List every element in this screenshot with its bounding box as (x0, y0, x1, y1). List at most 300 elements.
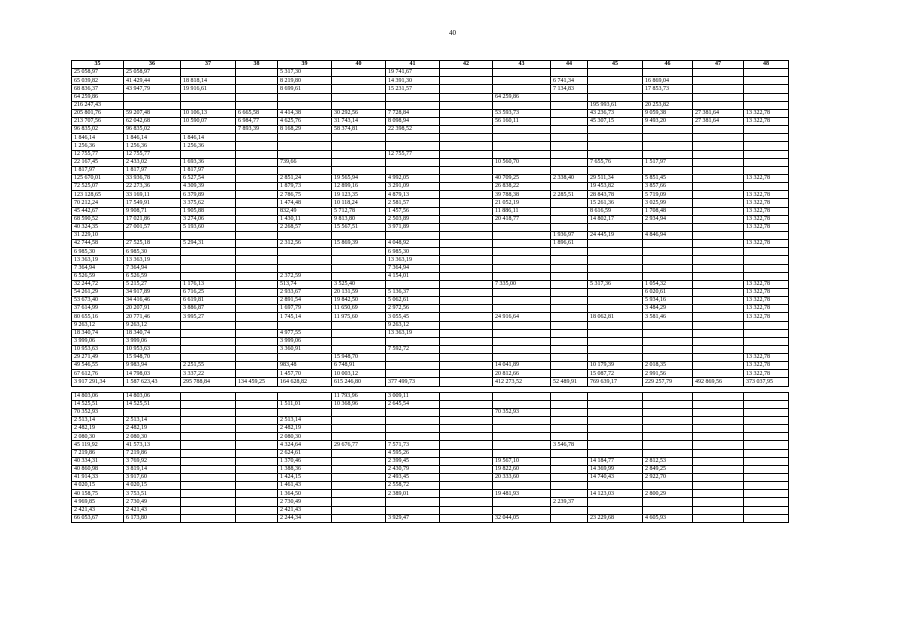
table-cell: 66 053,67 (72, 514, 124, 522)
table-cell (643, 256, 693, 264)
table-row (72, 482, 789, 490)
table-cell (181, 408, 236, 416)
table-cell: 59 207,48 (124, 109, 181, 117)
table-cell: 513,74 (278, 280, 332, 288)
table-cell: 1 697,79 (278, 305, 332, 313)
table-cell: 1 817,97 (72, 166, 124, 174)
table-cell (332, 498, 386, 506)
table-cell: 13 322,78 (744, 280, 789, 288)
table-cell: 52 489,91 (551, 378, 588, 386)
table-cell (588, 498, 643, 506)
table-cell: 3 995,27 (181, 313, 236, 321)
table-cell: 5 294,31 (181, 240, 236, 248)
table-cell: 14 391,30 (386, 77, 440, 85)
table-cell (551, 199, 588, 207)
table-cell (236, 457, 278, 465)
table-cell (643, 150, 693, 158)
table-cell: 3 857,66 (643, 183, 693, 191)
table-cell (744, 93, 789, 101)
table-cell (236, 433, 278, 441)
table-cell: 1 176,13 (181, 280, 236, 288)
table-cell (693, 337, 744, 345)
table-cell: 4 846,94 (643, 231, 693, 239)
table-cell (693, 256, 744, 264)
table-cell (493, 354, 551, 362)
table-cell (440, 337, 493, 345)
table-row (72, 297, 789, 305)
table-cell (588, 425, 643, 433)
table-cell: 3 917,60 (124, 474, 181, 482)
table-cell (643, 248, 693, 256)
table-row (72, 474, 789, 482)
table-cell (693, 191, 744, 199)
table-cell (493, 272, 551, 280)
table-cell (551, 134, 588, 142)
table-cell (693, 392, 744, 400)
table-cell (493, 337, 551, 345)
table-cell: 43 236,73 (588, 109, 643, 117)
column-header: 47 (693, 61, 744, 69)
table-cell: 983,48 (278, 362, 332, 370)
table-cell (551, 223, 588, 231)
table-cell (551, 321, 588, 329)
table-cell: 2 482,19 (278, 425, 332, 433)
table-cell: 14 525,51 (124, 400, 181, 408)
table-cell (440, 474, 493, 482)
table-cell (236, 77, 278, 85)
table-cell: 2 513,14 (278, 417, 332, 425)
table-cell (588, 93, 643, 101)
table-cell: 49 546,55 (72, 362, 124, 370)
table-cell: 27 381,64 (693, 117, 744, 125)
table-cell (181, 264, 236, 272)
table-cell: 3 274,06 (181, 215, 236, 223)
table-cell (440, 93, 493, 101)
table-row (72, 101, 789, 109)
table-cell: 1 693,36 (181, 158, 236, 166)
table-cell (693, 240, 744, 248)
table-cell (744, 441, 789, 449)
table-cell: 4 879,13 (386, 191, 440, 199)
table-cell (643, 264, 693, 272)
table-cell (744, 134, 789, 142)
table-cell: 43 947,79 (124, 85, 181, 93)
table-cell (236, 183, 278, 191)
table-cell (493, 392, 551, 400)
table-cell: 18 340,74 (72, 329, 124, 337)
table-cell: 13 322,78 (744, 117, 789, 125)
table-cell (236, 354, 278, 362)
table-cell (386, 433, 440, 441)
table-cell: 2 285,51 (551, 191, 588, 199)
table-cell (643, 392, 693, 400)
table-cell: 9 263,12 (386, 321, 440, 329)
table-row (72, 248, 789, 256)
table-cell: 5 317,30 (278, 69, 332, 77)
table-cell (643, 433, 693, 441)
table-cell: 164 628,82 (278, 378, 332, 386)
table-cell: 9 908,71 (124, 207, 181, 215)
table-cell: 1 457,56 (386, 207, 440, 215)
table-cell (440, 465, 493, 473)
table-cell (181, 392, 236, 400)
table-cell: 6 748,91 (332, 362, 386, 370)
table-cell (386, 158, 440, 166)
table-cell (551, 69, 588, 77)
table-cell: 7 219,86 (124, 449, 181, 457)
table-row (72, 514, 789, 522)
table-cell (693, 158, 744, 166)
table-cell (236, 223, 278, 231)
table-cell (693, 288, 744, 296)
table-cell (744, 272, 789, 280)
table-cell: 6 716,25 (181, 288, 236, 296)
table-cell (386, 362, 440, 370)
table-cell (386, 354, 440, 362)
table-cell: 3 769,92 (124, 457, 181, 465)
table-cell (493, 345, 551, 353)
table-cell (236, 490, 278, 498)
table-cell: 134 459,25 (236, 378, 278, 386)
table-cell (332, 158, 386, 166)
table-cell (332, 329, 386, 337)
table-cell (643, 449, 693, 457)
table-cell: 1 388,36 (278, 465, 332, 473)
table-cell (440, 362, 493, 370)
table-cell: 40 158,75 (72, 490, 124, 498)
column-header: 40 (332, 61, 386, 69)
table-cell: 45 442,67 (72, 207, 124, 215)
table-cell (588, 321, 643, 329)
table-cell: 14 803,06 (72, 392, 124, 400)
table-cell (643, 93, 693, 101)
table-cell: 7 335,00 (493, 280, 551, 288)
table-cell (493, 498, 551, 506)
table-cell (588, 150, 643, 158)
table-cell (236, 142, 278, 150)
table-cell (181, 457, 236, 465)
table-cell: 205 801,76 (72, 109, 124, 117)
table-cell (440, 400, 493, 408)
table-cell: 15 948,70 (332, 354, 386, 362)
table-cell: 30 292,56 (332, 109, 386, 117)
table-cell: 3 546,78 (551, 441, 588, 449)
table-cell: 2 251,55 (181, 362, 236, 370)
table-cell: 2 080,30 (278, 433, 332, 441)
table-cell: 17 853,73 (643, 85, 693, 93)
table-cell (643, 354, 693, 362)
table-cell: 2 080,30 (124, 433, 181, 441)
table-cell (744, 490, 789, 498)
table-cell (643, 134, 693, 142)
column-header: 36 (124, 61, 181, 69)
table-cell (588, 85, 643, 93)
table-cell (493, 134, 551, 142)
table-row (72, 362, 789, 370)
table-cell: 7 592,72 (386, 345, 440, 353)
table-row (72, 498, 789, 506)
table-cell (332, 433, 386, 441)
table-cell: 5 136,37 (386, 288, 440, 296)
table-cell: 6 665,58 (236, 109, 278, 117)
table-cell: 26 838,22 (493, 183, 551, 191)
table-cell (493, 449, 551, 457)
table-cell (386, 134, 440, 142)
table-cell (493, 166, 551, 174)
table-cell (693, 506, 744, 514)
table-cell (181, 272, 236, 280)
table-cell: 7 364,94 (386, 264, 440, 272)
table-cell: 2 244,34 (278, 514, 332, 522)
table-cell (236, 362, 278, 370)
table-cell: 195 993,61 (588, 101, 643, 109)
table-cell (278, 93, 332, 101)
table-cell: 15 948,70 (124, 354, 181, 362)
table-cell: 10 590,07 (181, 117, 236, 125)
table-cell: 492 869,56 (693, 378, 744, 386)
table-cell (744, 449, 789, 457)
table-cell (744, 457, 789, 465)
table-cell (440, 514, 493, 522)
table-cell (588, 166, 643, 174)
table-cell: 54 261,29 (72, 288, 124, 296)
table-cell (493, 400, 551, 408)
table-cell (693, 449, 744, 457)
table-cell (236, 158, 278, 166)
table-cell (236, 321, 278, 329)
table-cell: 33 169,11 (124, 191, 181, 199)
table-cell: 2 558,72 (386, 482, 440, 490)
table-cell (236, 474, 278, 482)
table-cell: 80 655,16 (72, 313, 124, 321)
table-cell (693, 305, 744, 313)
table-cell (643, 400, 693, 408)
table-cell (693, 433, 744, 441)
table-cell (236, 329, 278, 337)
table-cell (551, 280, 588, 288)
table-cell (236, 400, 278, 408)
table-cell (693, 345, 744, 353)
table-cell: 4 048,92 (386, 240, 440, 248)
table-cell: 18 818,14 (181, 77, 236, 85)
table-cell: 6 985,30 (386, 248, 440, 256)
table-cell: 2 851,24 (278, 174, 332, 182)
table-cell: 11 886,11 (493, 207, 551, 215)
table-cell (744, 142, 789, 150)
table-row (72, 191, 789, 199)
table-row (72, 329, 789, 337)
table-cell: 3 581,46 (643, 313, 693, 321)
table-cell: 5 712,78 (332, 207, 386, 215)
table-cell (693, 85, 744, 93)
table-cell (693, 329, 744, 337)
table-cell (124, 231, 181, 239)
table-cell: 2 080,30 (72, 433, 124, 441)
table-cell: 13 322,78 (744, 354, 789, 362)
table-cell (236, 417, 278, 425)
table-cell: 1 256,36 (72, 142, 124, 150)
table-cell: 21 052,19 (493, 199, 551, 207)
table-cell (551, 329, 588, 337)
table-row (72, 150, 789, 158)
table-cell: 19 481,93 (493, 490, 551, 498)
table-cell (588, 69, 643, 77)
table-cell: 70 212,24 (72, 199, 124, 207)
table-cell: 125 670,01 (72, 174, 124, 182)
table-cell (744, 514, 789, 522)
table-cell: 40 334,31 (72, 457, 124, 465)
table-cell: 19 565,94 (332, 174, 386, 182)
table-cell: 72 525,07 (72, 183, 124, 191)
table-cell (124, 93, 181, 101)
table-cell: 14 802,17 (588, 215, 643, 223)
table-cell (440, 305, 493, 313)
table-cell: 3 999,06 (124, 337, 181, 345)
table-cell: 1 364,50 (278, 490, 332, 498)
table-cell (278, 142, 332, 150)
table-cell (744, 465, 789, 473)
table-cell: 1 708,48 (643, 207, 693, 215)
table-cell (440, 134, 493, 142)
table-cell (744, 264, 789, 272)
table-cell (588, 449, 643, 457)
table-cell: 4 414,38 (278, 109, 332, 117)
table-cell (588, 297, 643, 305)
table-cell (693, 425, 744, 433)
table-cell (551, 93, 588, 101)
table-cell (551, 305, 588, 313)
table-cell (332, 408, 386, 416)
table-cell: 4 625,76 (278, 117, 332, 125)
table-cell (551, 272, 588, 280)
table-cell: 4 595,26 (386, 449, 440, 457)
table-cell (693, 370, 744, 378)
table-cell (332, 142, 386, 150)
table-cell (440, 506, 493, 514)
table-cell (643, 329, 693, 337)
table-cell (693, 417, 744, 425)
table-cell (744, 425, 789, 433)
table-cell: 1 745,14 (278, 313, 332, 321)
table-cell: 377 499,73 (386, 378, 440, 386)
table-cell (493, 85, 551, 93)
table-cell (236, 305, 278, 313)
table-cell: 213 707,56 (72, 117, 124, 125)
table-cell (744, 158, 789, 166)
table-cell: 24 445,19 (588, 231, 643, 239)
table-cell (588, 256, 643, 264)
table-row (72, 77, 789, 85)
table-cell: 4 020,15 (72, 482, 124, 490)
table-cell: 2 849,25 (643, 465, 693, 473)
table-cell: 56 160,11 (493, 117, 551, 125)
table-cell (386, 142, 440, 150)
table-cell: 70 352,93 (72, 408, 124, 416)
table-cell (440, 490, 493, 498)
table-cell (386, 408, 440, 416)
table-cell (493, 101, 551, 109)
table-row (72, 272, 789, 280)
table-cell (440, 378, 493, 386)
table-cell (744, 474, 789, 482)
table-cell (551, 370, 588, 378)
table-cell (493, 482, 551, 490)
table-cell: 2 430,79 (386, 465, 440, 473)
table-cell (236, 441, 278, 449)
table-cell (693, 126, 744, 134)
table-cell (693, 223, 744, 231)
table-cell (493, 240, 551, 248)
table-cell: 18 062,81 (588, 313, 643, 321)
table-cell (693, 297, 744, 305)
table-cell: 7 364,94 (124, 264, 181, 272)
table-cell (332, 248, 386, 256)
table-cell (493, 297, 551, 305)
table-cell: 13 322,78 (744, 207, 789, 215)
table-cell: 1 430,11 (278, 215, 332, 223)
table-cell: 123 128,65 (72, 191, 124, 199)
table-cell (181, 425, 236, 433)
table-cell (236, 280, 278, 288)
table-cell (440, 329, 493, 337)
table-cell (693, 280, 744, 288)
table-cell (693, 69, 744, 77)
table-cell: 2 891,54 (278, 297, 332, 305)
table-cell (278, 321, 332, 329)
table-cell: 15 231,57 (386, 85, 440, 93)
table-cell (236, 482, 278, 490)
table-cell (744, 417, 789, 425)
table-cell: 3 917 291,34 (72, 378, 124, 386)
table-cell (278, 256, 332, 264)
table-cell (693, 321, 744, 329)
table-cell (440, 256, 493, 264)
table-cell: 6 741,34 (551, 77, 588, 85)
table-cell: 1 846,14 (124, 134, 181, 142)
table-cell: 2 399,45 (386, 457, 440, 465)
table-cell (181, 433, 236, 441)
table-cell: 25 058,97 (72, 69, 124, 77)
table-cell (236, 370, 278, 378)
table-cell (744, 408, 789, 416)
table-cell: 3 971,89 (386, 223, 440, 231)
table-cell: 31 229,10 (72, 231, 124, 239)
table-cell: 6 527,54 (181, 174, 236, 182)
table-cell: 10 003,12 (332, 370, 386, 378)
table-cell: 2 934,94 (643, 215, 693, 223)
table-cell: 67 612,76 (72, 370, 124, 378)
table-cell: 3 375,62 (181, 199, 236, 207)
table-cell: 45 307,15 (588, 117, 643, 125)
table-cell (181, 150, 236, 158)
table-cell (588, 223, 643, 231)
table-cell (551, 482, 588, 490)
table-cell (386, 498, 440, 506)
table-cell (440, 408, 493, 416)
table-cell (551, 166, 588, 174)
table-cell: 216 247,43 (72, 101, 124, 109)
column-header: 35 (72, 61, 124, 69)
table-cell: 7 893,39 (236, 126, 278, 134)
table-cell (551, 288, 588, 296)
table-cell (236, 313, 278, 321)
table-cell: 25 058,97 (124, 69, 181, 77)
table-cell (744, 101, 789, 109)
table-cell: 4 309,39 (181, 183, 236, 191)
table-cell (693, 150, 744, 158)
table-row (72, 207, 789, 215)
table-cell (744, 166, 789, 174)
